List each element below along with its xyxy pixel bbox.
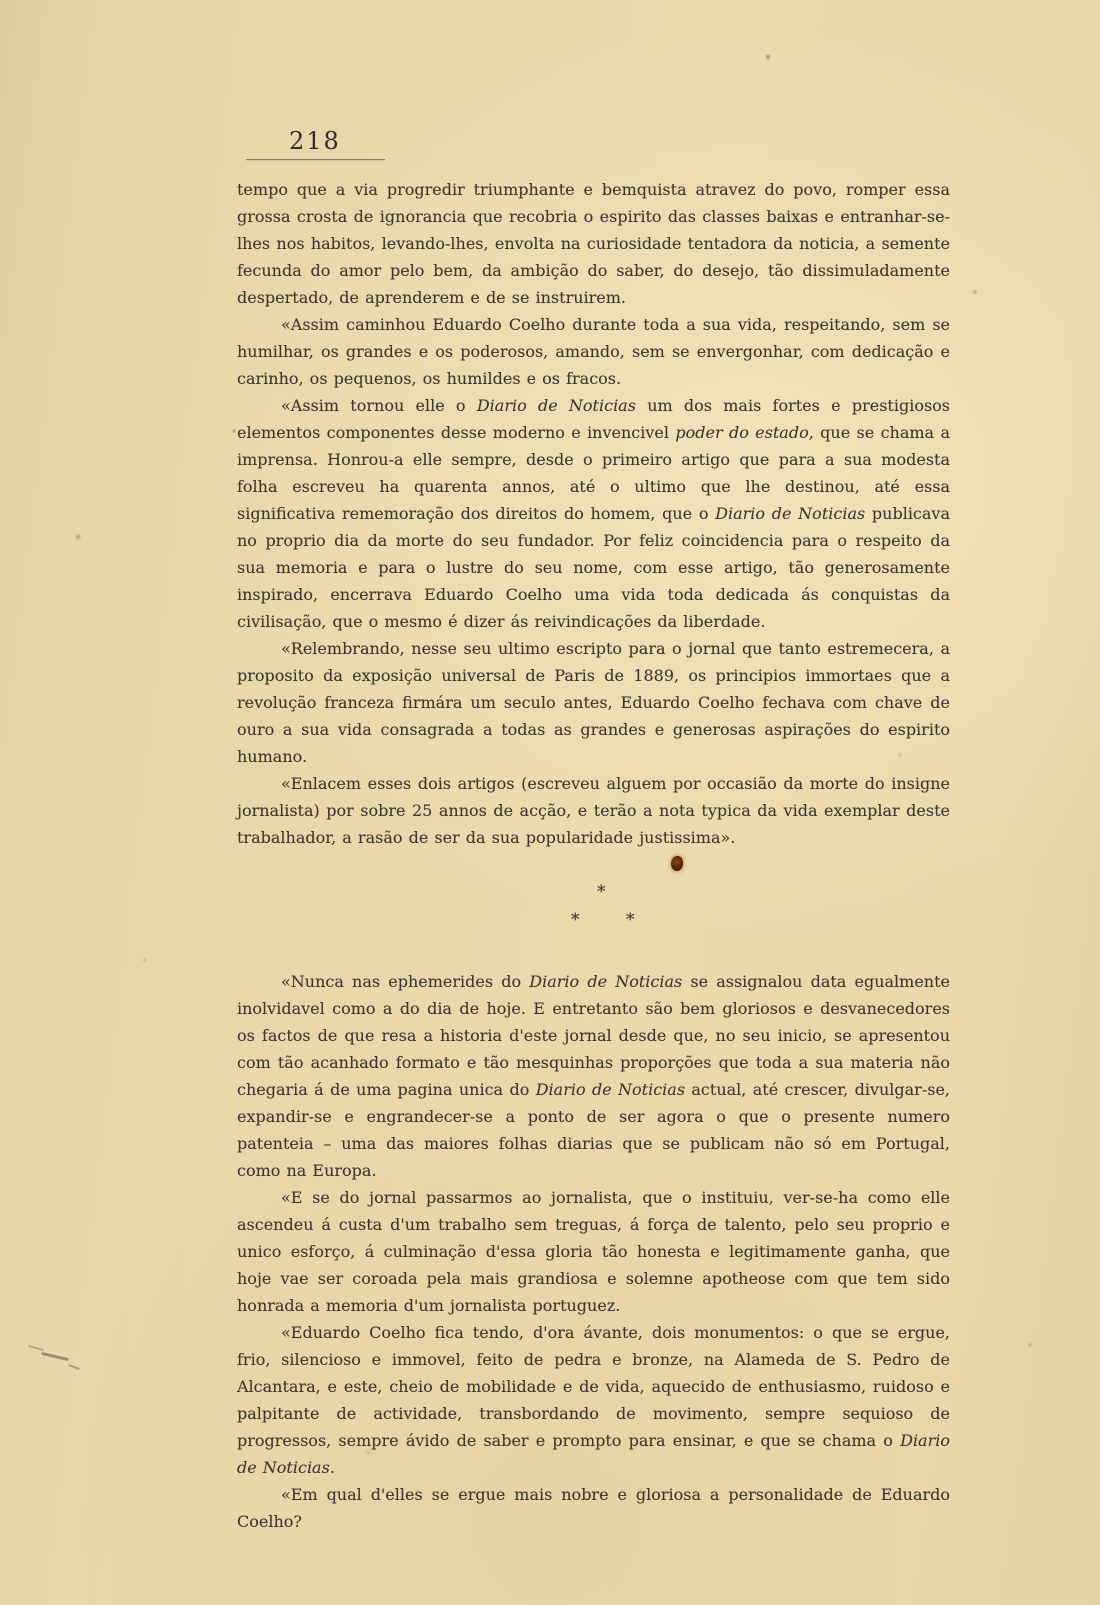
section-one bbox=[237, 176, 950, 851]
body-text: «Assim caminhou Eduardo Coelho durante toda a sua vida, respeitando, sem se humilhar, os grandes e os poderosos, amando, sem se envergonhar, com dedicação e carinho, os pequenos, os humildes e os fracos. bbox=[237, 315, 950, 388]
body-text: um dos mais fortes e prestigiosos elementos componentes desse moderno e invencivel bbox=[237, 396, 951, 442]
section-divider bbox=[237, 851, 950, 968]
body-text: se assignalou data egualmente inolvidavel como a do dia de hoje. E entretanto são bem gloriosos e desvanecedores os factos de que resa a historia d'este jornal desde que, no seu inicio, se apresentou com tão acanhado formato e tão mesquinhas proporções que toda a sua materia não chegaria á de uma pagina unica do bbox=[237, 972, 950, 1099]
body-text: . bbox=[329, 1458, 335, 1477]
italic-text: Diario de Noticias bbox=[237, 1431, 950, 1477]
paragraph bbox=[237, 770, 950, 851]
asterisk-bottom-left: * bbox=[571, 910, 580, 930]
paragraph bbox=[237, 311, 950, 392]
ink-blot bbox=[671, 856, 683, 871]
italic-text: poder do estado bbox=[675, 423, 809, 442]
section-two bbox=[237, 968, 950, 1535]
body-text: «Em qual d'elles se ergue mais nobre e gloriosa a personalidade de Eduardo Coelho? bbox=[237, 1485, 950, 1531]
body-text: actual, até crescer, divulgar-se, expandir-se e engrandecer-se a ponto de ser agora o que o presente numero patenteia – uma das maiores folhas diarias que se publicam não só em Portugal, como na Europa. bbox=[237, 1080, 951, 1180]
page-number-rule bbox=[246, 159, 385, 160]
body-text: , que se chama a imprensa. Honrou-a elle sempre, desde o primeiro artigo que para a sua modesta folha escreveu ha quarenta annos, até o ultimo que lhe destinou, até essa significativa rememoração dos direitos do homem, que o bbox=[237, 423, 950, 523]
paragraph bbox=[237, 392, 950, 635]
paragraph bbox=[237, 1481, 950, 1535]
pencil-dash bbox=[68, 1364, 80, 1370]
paragraph bbox=[237, 635, 950, 770]
italic-text: Diario de Noticias bbox=[476, 396, 636, 415]
body-text: publicava no proprio dia da morte do seu fundador. Por feliz coincidencia para o respeito da sua memoria e para o lustre do seu nome, com esse artigo, tão generosamente inspirado, encerrava Eduardo Coelho uma vida toda dedicada ás conquistas da civilisação, que o mesmo é dizer ás reivindicações da liberdade. bbox=[237, 504, 951, 631]
paragraph bbox=[237, 968, 950, 1184]
body-text: «Eduardo Coelho fica tendo, d'ora ávante, dois monumentos: o que se ergue, frio, silencioso e immovel, feito de pedra e bronze, na Alameda de S. Pedro de Alcantara, e este, cheio de mobilidade e de vida, aquecido de enthusiasmo, ruidoso e palpitante de actividade, transbordando de movimento, sempre sequioso de progressos, sempre ávido de saber e prompto para ensinar, e que se chama o bbox=[237, 1323, 950, 1450]
body-text: «E se do jornal passarmos ao jornalista, que o instituiu, ver-se-ha como elle ascendeu á custa d'um trabalho sem treguas, á força de talento, pelo seu proprio e unico esforço, á culminação d'essa gloria tão honesta e legitimamente ganha, que hoje vae ser coroada pela mais grandiosa e solemne apotheose com que tem sido honrada a memoria d'um jornalista portuguez. bbox=[237, 1188, 950, 1315]
paragraph bbox=[237, 1184, 950, 1319]
body-text: «Relembrando, nesse seu ultimo escripto para o jornal que tanto estremecera, a proposito da exposição universal de Paris de 1889, os principios immortaes que a revolução franceza firmára um seculo antes, Eduardo Coelho fechava com chave de ouro a sua vida consagrada a todas as grandes e generosas aspirações do espirito humano. bbox=[237, 639, 950, 766]
text-column bbox=[237, 176, 950, 1535]
italic-text: Diario de Noticias bbox=[529, 972, 683, 991]
paragraph bbox=[237, 1319, 950, 1481]
body-text: «Enlacem esses dois artigos (escreveu alguem por occasião da morte do insigne jornalista) por sobre 25 annos de acção, e terão a nota typica da vida exemplar deste trabalhador, a rasão de ser da sua popularidade justissima». bbox=[237, 774, 950, 847]
body-text: tempo que a via progredir triumphante e bemquista atravez do povo, romper essa grossa crosta de ignorancia que recobria o espirito das classes baixas e entranhar-se-lhes nos habitos, levando-lhes, envolta na curiosidade tentadora da noticia, a semente fecunda do amor pelo bem, da ambição do saber, do desejo, tão dissimuladamente despertado, de aprenderem e de se instruirem. bbox=[237, 180, 950, 307]
asterisk-top: * bbox=[597, 882, 606, 902]
page-number: 218 bbox=[289, 127, 341, 155]
pencil-dash bbox=[41, 1352, 69, 1361]
asterisk-bottom-right: * bbox=[626, 910, 635, 930]
body-text: «Nunca nas ephemerides do bbox=[281, 972, 530, 991]
pencil-dash bbox=[28, 1345, 44, 1351]
pencil-mark bbox=[26, 1342, 96, 1376]
body-text: «Assim tornou elle o bbox=[281, 396, 477, 415]
italic-text: Diario de Noticias bbox=[535, 1080, 686, 1099]
paragraph bbox=[237, 176, 950, 311]
italic-text: Diario de Noticias bbox=[715, 504, 866, 523]
